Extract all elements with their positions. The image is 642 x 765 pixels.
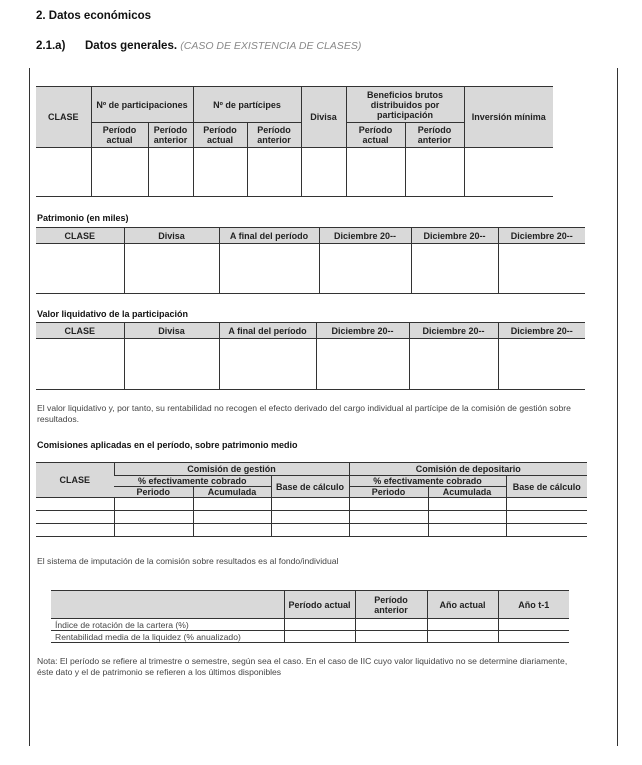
cell[interactable] [316,339,409,390]
cell[interactable] [148,148,193,197]
col-efectivamente-depositario: % efectivamente cobrado [349,476,506,487]
cell[interactable] [193,148,247,197]
cell[interactable] [498,244,585,294]
col-ano-t-1: Año t-1 [498,591,569,619]
sistema-imputacion-text: El sistema de imputación de la comisión sobre resultados es al fondo/individual [37,556,339,566]
valor-liquidativo-table [36,322,585,390]
col-ano-actual: Año actual [427,591,498,619]
valor-liquidativo-note: El valor liquidativo y, por tanto, su rentabilidad no recogen el efecto derivado del cargo individual al partícipe de la comisión de gestión sobre resultados. [37,403,571,424]
cell[interactable] [124,339,219,390]
col-clase: CLASE [36,228,124,244]
col-diciembre-1: Diciembre 20-- [316,323,409,339]
cell[interactable] [506,511,587,524]
cell[interactable] [91,148,148,197]
col-final-periodo: A final del período [219,228,319,244]
cell[interactable] [427,631,498,643]
col-clase: CLASE [36,323,124,339]
row-label-rotacion: Índice de rotación de la cartera (%) [51,619,284,631]
cell[interactable] [114,524,193,537]
col-clase: CLASE [36,87,91,148]
col-diciembre-3: Diciembre 20-- [498,228,585,244]
cell[interactable] [428,498,506,511]
col-final-periodo: A final del período [219,323,316,339]
cell[interactable] [409,339,498,390]
cell[interactable] [114,511,193,524]
col-acumulada: Acumulada [193,487,271,498]
general-data-table [36,86,553,197]
subsection-heading [36,40,361,52]
col-diciembre-2: Diciembre 20-- [409,323,498,339]
col-periodo-anterior: Período anterior [247,123,301,148]
section-title: 2. Datos económicos [36,10,152,22]
cell[interactable] [349,498,428,511]
cell[interactable] [464,148,553,197]
cell[interactable] [219,339,316,390]
col-comision-depositario: Comisión de depositario [349,463,587,476]
page-right-border [617,68,618,746]
page-left-border [29,68,30,746]
col-base-calculo-gestion: Base de cálculo [271,476,349,498]
col-periodo-anterior: Período anterior [148,123,193,148]
cell[interactable] [114,498,193,511]
cell[interactable] [36,498,114,511]
cell[interactable] [193,511,271,524]
cell[interactable] [405,148,464,197]
cell[interactable] [247,148,301,197]
col-comision-gestion: Comisión de gestión [114,463,349,476]
col-divisa: Divisa [124,323,219,339]
cell[interactable] [349,511,428,524]
col-beneficios: Beneficios brutos distribuidos por participación [346,87,464,123]
col-participes: Nº de partícipes [193,87,301,123]
cell[interactable] [428,524,506,537]
final-note: Nota: El período se refiere al trimestre o semestre, según sea el caso. En el caso de IIC cuyo valor liquidativo no se determine diariamente, éste dato y el de patrimonio se refieren a los últimos disponibles [37,656,568,677]
subsection-title: Datos generales. [85,40,178,52]
col-diciembre-2: Diciembre 20-- [411,228,498,244]
cell[interactable] [193,524,271,537]
blank-header-cell [51,591,284,619]
cell[interactable] [124,244,219,294]
cell[interactable] [284,631,355,643]
col-efectivamente-gestion: % efectivamente cobrado [114,476,271,487]
cell[interactable] [506,498,587,511]
row-label-rentabilidad: Rentabilidad media de la liquidez (% anualizado) [51,631,284,643]
cell[interactable] [301,148,346,197]
cell[interactable] [427,619,498,631]
cell[interactable] [411,244,498,294]
col-divisa: Divisa [124,228,219,244]
cell[interactable] [428,511,506,524]
cell[interactable] [498,631,569,643]
cell[interactable] [355,631,427,643]
subsection-note: (CASO DE EXISTENCIA DE CLASES) [180,40,362,52]
col-periodo-anterior: Período anterior [405,123,464,148]
patrimonio-label: Patrimonio (en miles) [37,213,129,223]
cell[interactable] [349,524,428,537]
cell[interactable] [498,619,569,631]
comisiones-label: Comisiones aplicadas en el período, sobre patrimonio medio [37,440,298,450]
cell[interactable] [36,524,114,537]
subsection-number: 2.1.a) [36,40,66,52]
comisiones-table [36,462,587,537]
cell[interactable] [355,619,427,631]
cell[interactable] [36,244,124,294]
cell[interactable] [271,524,349,537]
cell[interactable] [36,339,124,390]
cell[interactable] [319,244,411,294]
col-periodo: Periodo [114,487,193,498]
cell[interactable] [506,524,587,537]
col-diciembre-1: Diciembre 20-- [319,228,411,244]
col-base-calculo-depositario: Base de cálculo [506,476,587,498]
col-periodo-actual: Período actual [346,123,405,148]
col-diciembre-3: Diciembre 20-- [498,323,585,339]
patrimonio-table [36,227,585,294]
col-clase: CLASE [36,463,114,498]
cell[interactable] [271,498,349,511]
col-acumulada: Acumulada [428,487,506,498]
col-participaciones: Nº de participaciones [91,87,193,123]
cell[interactable] [36,148,91,197]
cell[interactable] [36,511,114,524]
cell[interactable] [219,244,319,294]
col-periodo: Periodo [349,487,428,498]
col-divisa: Divisa [301,87,346,148]
cell[interactable] [498,339,585,390]
cell[interactable] [346,148,405,197]
indices-table [51,590,569,643]
cell[interactable] [193,498,271,511]
cell[interactable] [271,511,349,524]
col-inversion-minima: Inversión mínima [464,87,553,148]
valor-liquidativo-label: Valor liquidativo de la participación [37,309,189,319]
col-periodo-anterior: Período anterior [355,591,427,619]
col-periodo-actual: Período actual [91,123,148,148]
col-periodo-actual: Período actual [284,591,355,619]
cell[interactable] [284,619,355,631]
col-periodo-actual: Período actual [193,123,247,148]
